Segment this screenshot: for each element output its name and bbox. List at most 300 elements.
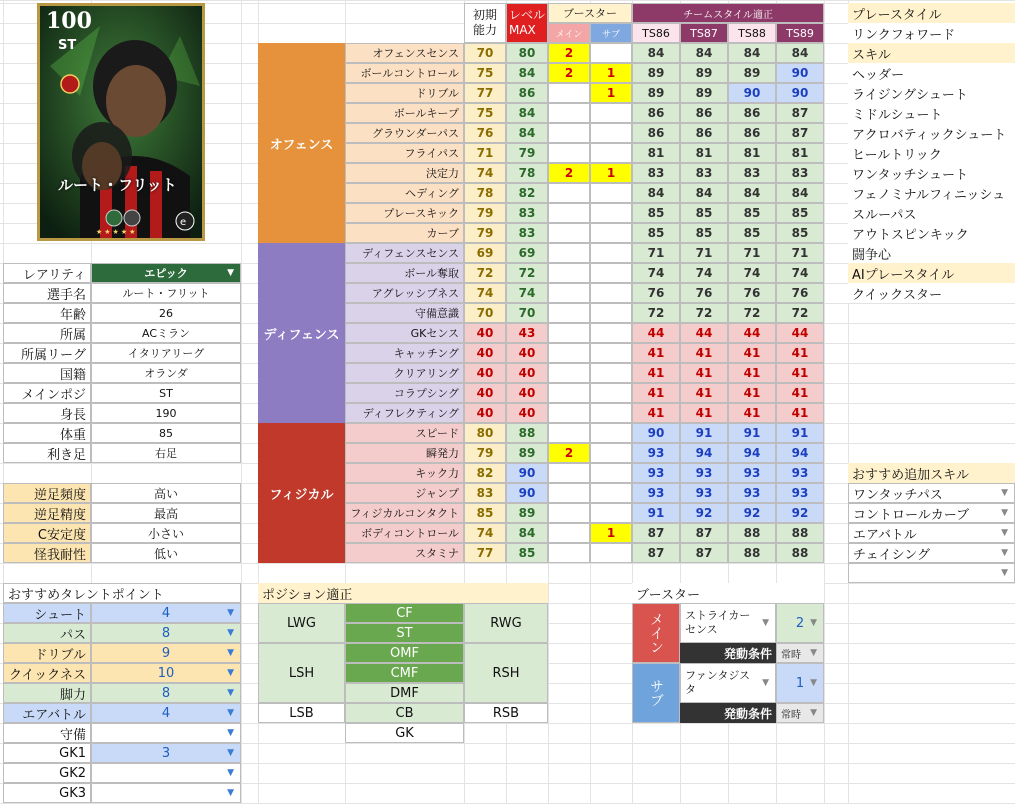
stat-team-style: 41: [680, 383, 728, 403]
stat-team-style: 41: [680, 363, 728, 383]
stat-team-style: 84: [632, 43, 680, 63]
stat-initial: 40: [464, 343, 506, 363]
talent-label: GK3: [3, 783, 91, 803]
stat-team-style: 76: [632, 283, 680, 303]
stat-initial: 79: [464, 223, 506, 243]
stat-team-style: 94: [728, 443, 776, 463]
stat-max: 84: [506, 523, 548, 543]
stat-booster-sub[interactable]: [590, 183, 632, 203]
stat-initial: 70: [464, 303, 506, 323]
talent-label: パス: [3, 623, 91, 643]
booster-sub-value[interactable]: 1 ▼: [776, 663, 824, 703]
stat-booster-main[interactable]: [548, 523, 590, 543]
stat-booster-sub[interactable]: [590, 443, 632, 463]
talent-value[interactable]: 8 ▼: [91, 623, 241, 643]
stat-booster-main[interactable]: [548, 543, 590, 563]
stat-booster-sub[interactable]: [590, 463, 632, 483]
stat-team-style: 93: [632, 443, 680, 463]
dropdown-arrow-icon[interactable]: ▼: [227, 648, 234, 658]
stat-initial: 75: [464, 63, 506, 83]
stat-team-style: 41: [728, 403, 776, 423]
skill-title: スキル: [848, 43, 1015, 63]
stat-booster-sub[interactable]: 1: [590, 523, 632, 543]
talent-value[interactable]: 9 ▼: [91, 643, 241, 663]
stat-team-style: 83: [632, 163, 680, 183]
stat-team-style: 93: [728, 483, 776, 503]
stat-team-style: 74: [680, 263, 728, 283]
stat-team-style: 91: [728, 423, 776, 443]
stat-booster-sub[interactable]: [590, 303, 632, 323]
talent-value[interactable]: 3 ▼: [91, 743, 241, 763]
stat-team-style: 85: [680, 223, 728, 243]
stat-max: 89: [506, 503, 548, 523]
stat-max: 40: [506, 383, 548, 403]
stat-team-style: 89: [632, 63, 680, 83]
stat-team-style: 85: [680, 203, 728, 223]
stat-max: 78: [506, 163, 548, 183]
header-booster: ブースター: [548, 3, 632, 23]
dropdown-arrow-icon[interactable]: ▼: [1001, 568, 1008, 578]
stat-name: カーブ: [345, 223, 464, 243]
header-ts86: TS86: [632, 23, 680, 43]
booster-sub-condition-label: 発動条件: [680, 703, 776, 723]
dropdown-arrow-icon[interactable]: ▼: [762, 678, 769, 688]
stat-max: 90: [506, 463, 548, 483]
stat-team-style: 74: [776, 263, 824, 283]
stat-team-style: 41: [632, 403, 680, 423]
stat-name: フィジカルコンタクト: [345, 503, 464, 523]
stat-team-style: 89: [728, 63, 776, 83]
header-ts88: TS88: [728, 23, 776, 43]
profile-label: 所属リーグ: [3, 343, 91, 363]
stat-booster-main[interactable]: [548, 363, 590, 383]
stat-team-style: 87: [776, 123, 824, 143]
position-rwg: RWG: [464, 603, 548, 643]
stat-team-style: 76: [776, 283, 824, 303]
stat-max: 85: [506, 543, 548, 563]
stat-name: オフェンスセンス: [345, 43, 464, 63]
stat-booster-sub[interactable]: 1: [590, 163, 632, 183]
dropdown-arrow-icon[interactable]: ▼: [810, 708, 817, 718]
stat-booster-sub[interactable]: [590, 243, 632, 263]
talent-value[interactable]: 8 ▼: [91, 683, 241, 703]
stat-booster-main[interactable]: [548, 323, 590, 343]
header-level-max: レベル MAX: [506, 3, 548, 43]
booster-sub-label: サブ: [632, 663, 680, 723]
stat-team-style: 44: [680, 323, 728, 343]
stat-initial: 83: [464, 483, 506, 503]
gridline: [241, 0, 242, 803]
stat-max: 82: [506, 183, 548, 203]
stat-name: ボールコントロール: [345, 63, 464, 83]
stat-team-style: 92: [776, 503, 824, 523]
stat-booster-main[interactable]: [548, 503, 590, 523]
talent-label: シュート: [3, 603, 91, 623]
stat-team-style: 88: [776, 523, 824, 543]
stat-team-style: 87: [632, 523, 680, 543]
stat-initial: 74: [464, 523, 506, 543]
stat-team-style: 41: [776, 383, 824, 403]
stat-booster-sub[interactable]: [590, 543, 632, 563]
stat-team-style: 88: [728, 543, 776, 563]
stat-booster-main[interactable]: [548, 243, 590, 263]
stat-name: 瞬発力: [345, 443, 464, 463]
stat-team-style: 72: [632, 303, 680, 323]
stat-booster-sub[interactable]: [590, 103, 632, 123]
stat-max: 74: [506, 283, 548, 303]
talent-label: クイックネス: [3, 663, 91, 683]
stat-booster-sub[interactable]: [590, 263, 632, 283]
stat-booster-sub[interactable]: [590, 143, 632, 163]
dropdown-arrow-icon[interactable]: ▼: [762, 618, 769, 628]
stat-booster-main[interactable]: [548, 83, 590, 103]
stat-team-style: 76: [680, 283, 728, 303]
stat-team-style: 72: [680, 303, 728, 323]
booster-main-label: メイン: [632, 603, 680, 663]
dropdown-arrow-icon[interactable]: ▼: [227, 628, 234, 638]
stat-booster-main[interactable]: [548, 303, 590, 323]
stat-booster-main[interactable]: [548, 423, 590, 443]
stat-team-style: 86: [632, 123, 680, 143]
stat-booster-sub[interactable]: [590, 123, 632, 143]
stat-max: 84: [506, 103, 548, 123]
stat-team-style: 85: [776, 203, 824, 223]
stat-booster-main[interactable]: [548, 103, 590, 123]
skill-item: ヘッダー: [848, 63, 1015, 83]
stat-booster-sub[interactable]: [590, 403, 632, 423]
stat-team-style: 89: [680, 63, 728, 83]
stat-team-style: 94: [776, 443, 824, 463]
talent-value[interactable]: 4 ▼: [91, 603, 241, 623]
talent-value[interactable]: [91, 723, 241, 743]
stat-booster-sub[interactable]: [590, 223, 632, 243]
profile-value: 85: [91, 423, 241, 443]
dropdown-arrow-icon[interactable]: ▼: [1001, 548, 1008, 558]
ai-playstyle-item: クイックスター: [848, 283, 1015, 303]
profile-label: 年齢: [3, 303, 91, 323]
stat-initial: 77: [464, 543, 506, 563]
stat-booster-main[interactable]: 2: [548, 63, 590, 83]
stat-team-style: 44: [776, 323, 824, 343]
stat-name: コラプシング: [345, 383, 464, 403]
dropdown-arrow-icon[interactable]: ▼: [227, 728, 234, 738]
stat-booster-main[interactable]: [548, 403, 590, 423]
stat-team-style: 90: [632, 423, 680, 443]
stat-booster-sub[interactable]: [590, 43, 632, 63]
stat-name: グラウンダーパス: [345, 123, 464, 143]
stat-team-style: 84: [728, 43, 776, 63]
dropdown-arrow-icon[interactable]: ▼: [227, 688, 234, 698]
stat-initial: 40: [464, 383, 506, 403]
header-booster-sub: サブ: [590, 23, 632, 43]
foot-value: 高い: [91, 483, 241, 503]
talent-title: おすすめタレントポイント: [3, 583, 241, 603]
stat-booster-sub[interactable]: 1: [590, 63, 632, 83]
stat-booster-sub[interactable]: [590, 283, 632, 303]
stat-team-style: 85: [728, 223, 776, 243]
stat-name: 決定力: [345, 163, 464, 183]
stat-booster-main[interactable]: [548, 463, 590, 483]
stat-team-style: 72: [776, 303, 824, 323]
stat-booster-sub[interactable]: [590, 363, 632, 383]
dropdown-arrow-icon[interactable]: ▼: [227, 268, 234, 278]
stat-max: 88: [506, 423, 548, 443]
stat-team-style: 86: [680, 103, 728, 123]
stat-max: 72: [506, 263, 548, 283]
profile-value: ルート・フリット: [91, 283, 241, 303]
skill-item: ワンタッチシュート: [848, 163, 1015, 183]
stat-team-style: 71: [776, 243, 824, 263]
stat-team-style: 41: [680, 403, 728, 423]
booster-main-condition-label: 発動条件: [680, 643, 776, 663]
talent-label: エアバトル: [3, 703, 91, 723]
stat-name: キャッチング: [345, 343, 464, 363]
stat-max: 43: [506, 323, 548, 343]
header-initial: 初期 能力: [464, 3, 506, 43]
stat-booster-main[interactable]: [548, 203, 590, 223]
stat-booster-main[interactable]: [548, 183, 590, 203]
foot-value: 小さい: [91, 523, 241, 543]
booster-main-value[interactable]: 2 ▼: [776, 603, 824, 643]
header-booster-main: メイン: [548, 23, 590, 43]
stat-max: 80: [506, 43, 548, 63]
stat-initial: 85: [464, 503, 506, 523]
profile-label: 選手名: [3, 283, 91, 303]
stat-team-style: 84: [680, 183, 728, 203]
stat-initial: 75: [464, 103, 506, 123]
stat-initial: 69: [464, 243, 506, 263]
stat-booster-sub[interactable]: [590, 323, 632, 343]
stat-team-style: 86: [632, 103, 680, 123]
skill-item: スルーパス: [848, 203, 1015, 223]
gridline: [0, 0, 1015, 1]
dropdown-arrow-icon[interactable]: ▼: [227, 608, 234, 618]
stat-booster-main[interactable]: [548, 283, 590, 303]
stat-booster-main[interactable]: [548, 263, 590, 283]
dropdown-arrow-icon[interactable]: ▼: [227, 788, 234, 798]
stat-max: 40: [506, 343, 548, 363]
profile-label: 国籍: [3, 363, 91, 383]
stat-team-style: 81: [680, 143, 728, 163]
stat-max: 79: [506, 143, 548, 163]
skill-item: ライジングシュート: [848, 83, 1015, 103]
skill-item: アウトスピンキック: [848, 223, 1015, 243]
stat-name: スピード: [345, 423, 464, 443]
stat-name: ジャンプ: [345, 483, 464, 503]
position-omf: OMF: [345, 643, 464, 663]
stat-booster-sub[interactable]: [590, 383, 632, 403]
stat-booster-main[interactable]: [548, 383, 590, 403]
stat-booster-main[interactable]: [548, 343, 590, 363]
talent-value[interactable]: 4 ▼: [91, 703, 241, 723]
recommended-skill-item[interactable]: エアバトル ▼: [848, 523, 1015, 543]
stat-team-style: 92: [728, 503, 776, 523]
stat-booster-main[interactable]: [548, 223, 590, 243]
profile-value: イタリアリーグ: [91, 343, 241, 363]
stat-max: 69: [506, 243, 548, 263]
stat-team-style: 84: [728, 183, 776, 203]
stat-initial: 77: [464, 83, 506, 103]
recommended-skill-item[interactable]: [848, 563, 1015, 583]
stat-booster-sub[interactable]: [590, 343, 632, 363]
profile-value: 右足: [91, 443, 241, 463]
stat-initial: 79: [464, 203, 506, 223]
booster-panel-title: ブースター: [632, 583, 824, 603]
dropdown-arrow-icon[interactable]: ▼: [227, 748, 234, 758]
stat-booster-main[interactable]: [548, 123, 590, 143]
dropdown-arrow-icon[interactable]: ▼: [810, 618, 817, 628]
stat-name: ドリブル: [345, 83, 464, 103]
stat-booster-main[interactable]: 2: [548, 43, 590, 63]
stat-team-style: 90: [776, 83, 824, 103]
foot-label: C安定度: [3, 523, 91, 543]
talent-label: GK1: [3, 743, 91, 763]
stat-team-style: 41: [776, 343, 824, 363]
position-title: ポジション適正: [258, 583, 548, 603]
stat-team-style: 83: [728, 163, 776, 183]
stat-booster-sub[interactable]: [590, 203, 632, 223]
card-rating: 100: [46, 8, 92, 34]
stat-team-style: 74: [632, 263, 680, 283]
dropdown-arrow-icon[interactable]: ▼: [810, 648, 817, 658]
stat-name: ディフェンスセンス: [345, 243, 464, 263]
recommended-skill-item[interactable]: ワンタッチパス ▼: [848, 483, 1015, 503]
dropdown-arrow-icon[interactable]: ▼: [1001, 488, 1008, 498]
svg-text:e: e: [180, 217, 187, 228]
position-lsh: LSH: [258, 643, 345, 703]
talent-label: ドリブル: [3, 643, 91, 663]
stat-booster-sub[interactable]: [590, 483, 632, 503]
stat-team-style: 92: [680, 503, 728, 523]
position-cb: CB: [345, 703, 464, 723]
stat-name: クリアリング: [345, 363, 464, 383]
recommended-skill-item[interactable]: コントロールカーブ ▼: [848, 503, 1015, 523]
booster-main-condition[interactable]: 常時 ▼: [776, 643, 824, 663]
stat-team-style: 84: [680, 43, 728, 63]
stat-team-style: 91: [680, 423, 728, 443]
stat-team-style: 85: [728, 203, 776, 223]
talent-value[interactable]: [91, 783, 241, 803]
stat-booster-sub[interactable]: 1: [590, 83, 632, 103]
stat-name: ヘディング: [345, 183, 464, 203]
header-ts87: TS87: [680, 23, 728, 43]
stat-booster-sub[interactable]: [590, 423, 632, 443]
stat-team-style: 94: [680, 443, 728, 463]
stat-initial: 40: [464, 403, 506, 423]
stat-name: GKセンス: [345, 323, 464, 343]
talent-value[interactable]: 10 ▼: [91, 663, 241, 683]
dropdown-arrow-icon[interactable]: ▼: [1001, 508, 1008, 518]
stat-team-style: 84: [632, 183, 680, 203]
player-card: [37, 3, 205, 241]
category-offense: オフェンス: [258, 43, 345, 243]
stat-initial: 74: [464, 283, 506, 303]
stat-initial: 40: [464, 363, 506, 383]
profile-value: ACミラン: [91, 323, 241, 343]
dropdown-arrow-icon[interactable]: ▼: [227, 708, 234, 718]
dropdown-arrow-icon[interactable]: ▼: [227, 768, 234, 778]
dropdown-arrow-icon[interactable]: ▼: [227, 668, 234, 678]
booster-main-name[interactable]: ストライカー センス ▼: [680, 603, 776, 643]
stat-max: 40: [506, 403, 548, 423]
stat-team-style: 93: [632, 463, 680, 483]
stat-team-style: 91: [632, 503, 680, 523]
position-cf: CF: [345, 603, 464, 623]
skill-item: 闘争心: [848, 243, 1015, 263]
skill-item: ヒールトリック: [848, 143, 1015, 163]
stat-booster-main[interactable]: 2: [548, 443, 590, 463]
foot-value: 低い: [91, 543, 241, 563]
card-player-name: ルート・フリット: [58, 176, 177, 194]
stat-team-style: 87: [680, 543, 728, 563]
stat-name: キック力: [345, 463, 464, 483]
skill-item: ミドルシュート: [848, 103, 1015, 123]
stat-team-style: 83: [776, 163, 824, 183]
stat-team-style: 86: [680, 123, 728, 143]
dropdown-arrow-icon[interactable]: ▼: [810, 678, 817, 688]
stat-max: 83: [506, 223, 548, 243]
stat-booster-sub[interactable]: [590, 503, 632, 523]
stat-team-style: 71: [680, 243, 728, 263]
profile-value[interactable]: エピック ▼: [91, 263, 241, 283]
recommended-skill-item[interactable]: チェイシング ▼: [848, 543, 1015, 563]
stat-team-style: 44: [632, 323, 680, 343]
recommended-skills-title: おすすめ追加スキル: [848, 463, 1015, 483]
stat-initial: 76: [464, 123, 506, 143]
position-rsh: RSH: [464, 643, 548, 703]
talent-label: 脚力: [3, 683, 91, 703]
stat-team-style: 91: [776, 423, 824, 443]
card-stars: ★★★★★: [96, 228, 138, 236]
stat-name: 守備意識: [345, 303, 464, 323]
booster-sub-condition[interactable]: 常時 ▼: [776, 703, 824, 723]
stat-booster-main[interactable]: [548, 483, 590, 503]
stat-team-style: 87: [632, 543, 680, 563]
stat-team-style: 93: [632, 483, 680, 503]
stat-team-style: 41: [632, 383, 680, 403]
profile-label: レアリティ: [3, 263, 91, 283]
header-team-style: チームスタイル適正: [632, 3, 824, 23]
stat-team-style: 90: [776, 63, 824, 83]
skill-item: アクロバティックシュート: [848, 123, 1015, 143]
position-lsb: LSB: [258, 703, 345, 723]
dropdown-arrow-icon[interactable]: ▼: [1001, 528, 1008, 538]
stat-team-style: 87: [776, 103, 824, 123]
talent-label: 守備: [3, 723, 91, 743]
stat-team-style: 93: [680, 463, 728, 483]
stat-initial: 72: [464, 263, 506, 283]
stat-max: 86: [506, 83, 548, 103]
talent-value[interactable]: [91, 763, 241, 783]
booster-sub-name[interactable]: ファンタジス タ ▼: [680, 663, 776, 703]
stat-team-style: 86: [728, 123, 776, 143]
stat-max: 89: [506, 443, 548, 463]
stat-team-style: 81: [776, 143, 824, 163]
stat-booster-main[interactable]: [548, 143, 590, 163]
stat-initial: 82: [464, 463, 506, 483]
stat-initial: 74: [464, 163, 506, 183]
profile-value: 26: [91, 303, 241, 323]
ai-playstyle-title: AIプレースタイル: [848, 263, 1015, 283]
stat-team-style: 85: [632, 223, 680, 243]
stat-booster-main[interactable]: 2: [548, 163, 590, 183]
profile-label: 身長: [3, 403, 91, 423]
position-rsb: RSB: [464, 703, 548, 723]
stat-name: フライパス: [345, 143, 464, 163]
stat-team-style: 85: [632, 203, 680, 223]
stat-initial: 80: [464, 423, 506, 443]
stat-team-style: 85: [776, 223, 824, 243]
